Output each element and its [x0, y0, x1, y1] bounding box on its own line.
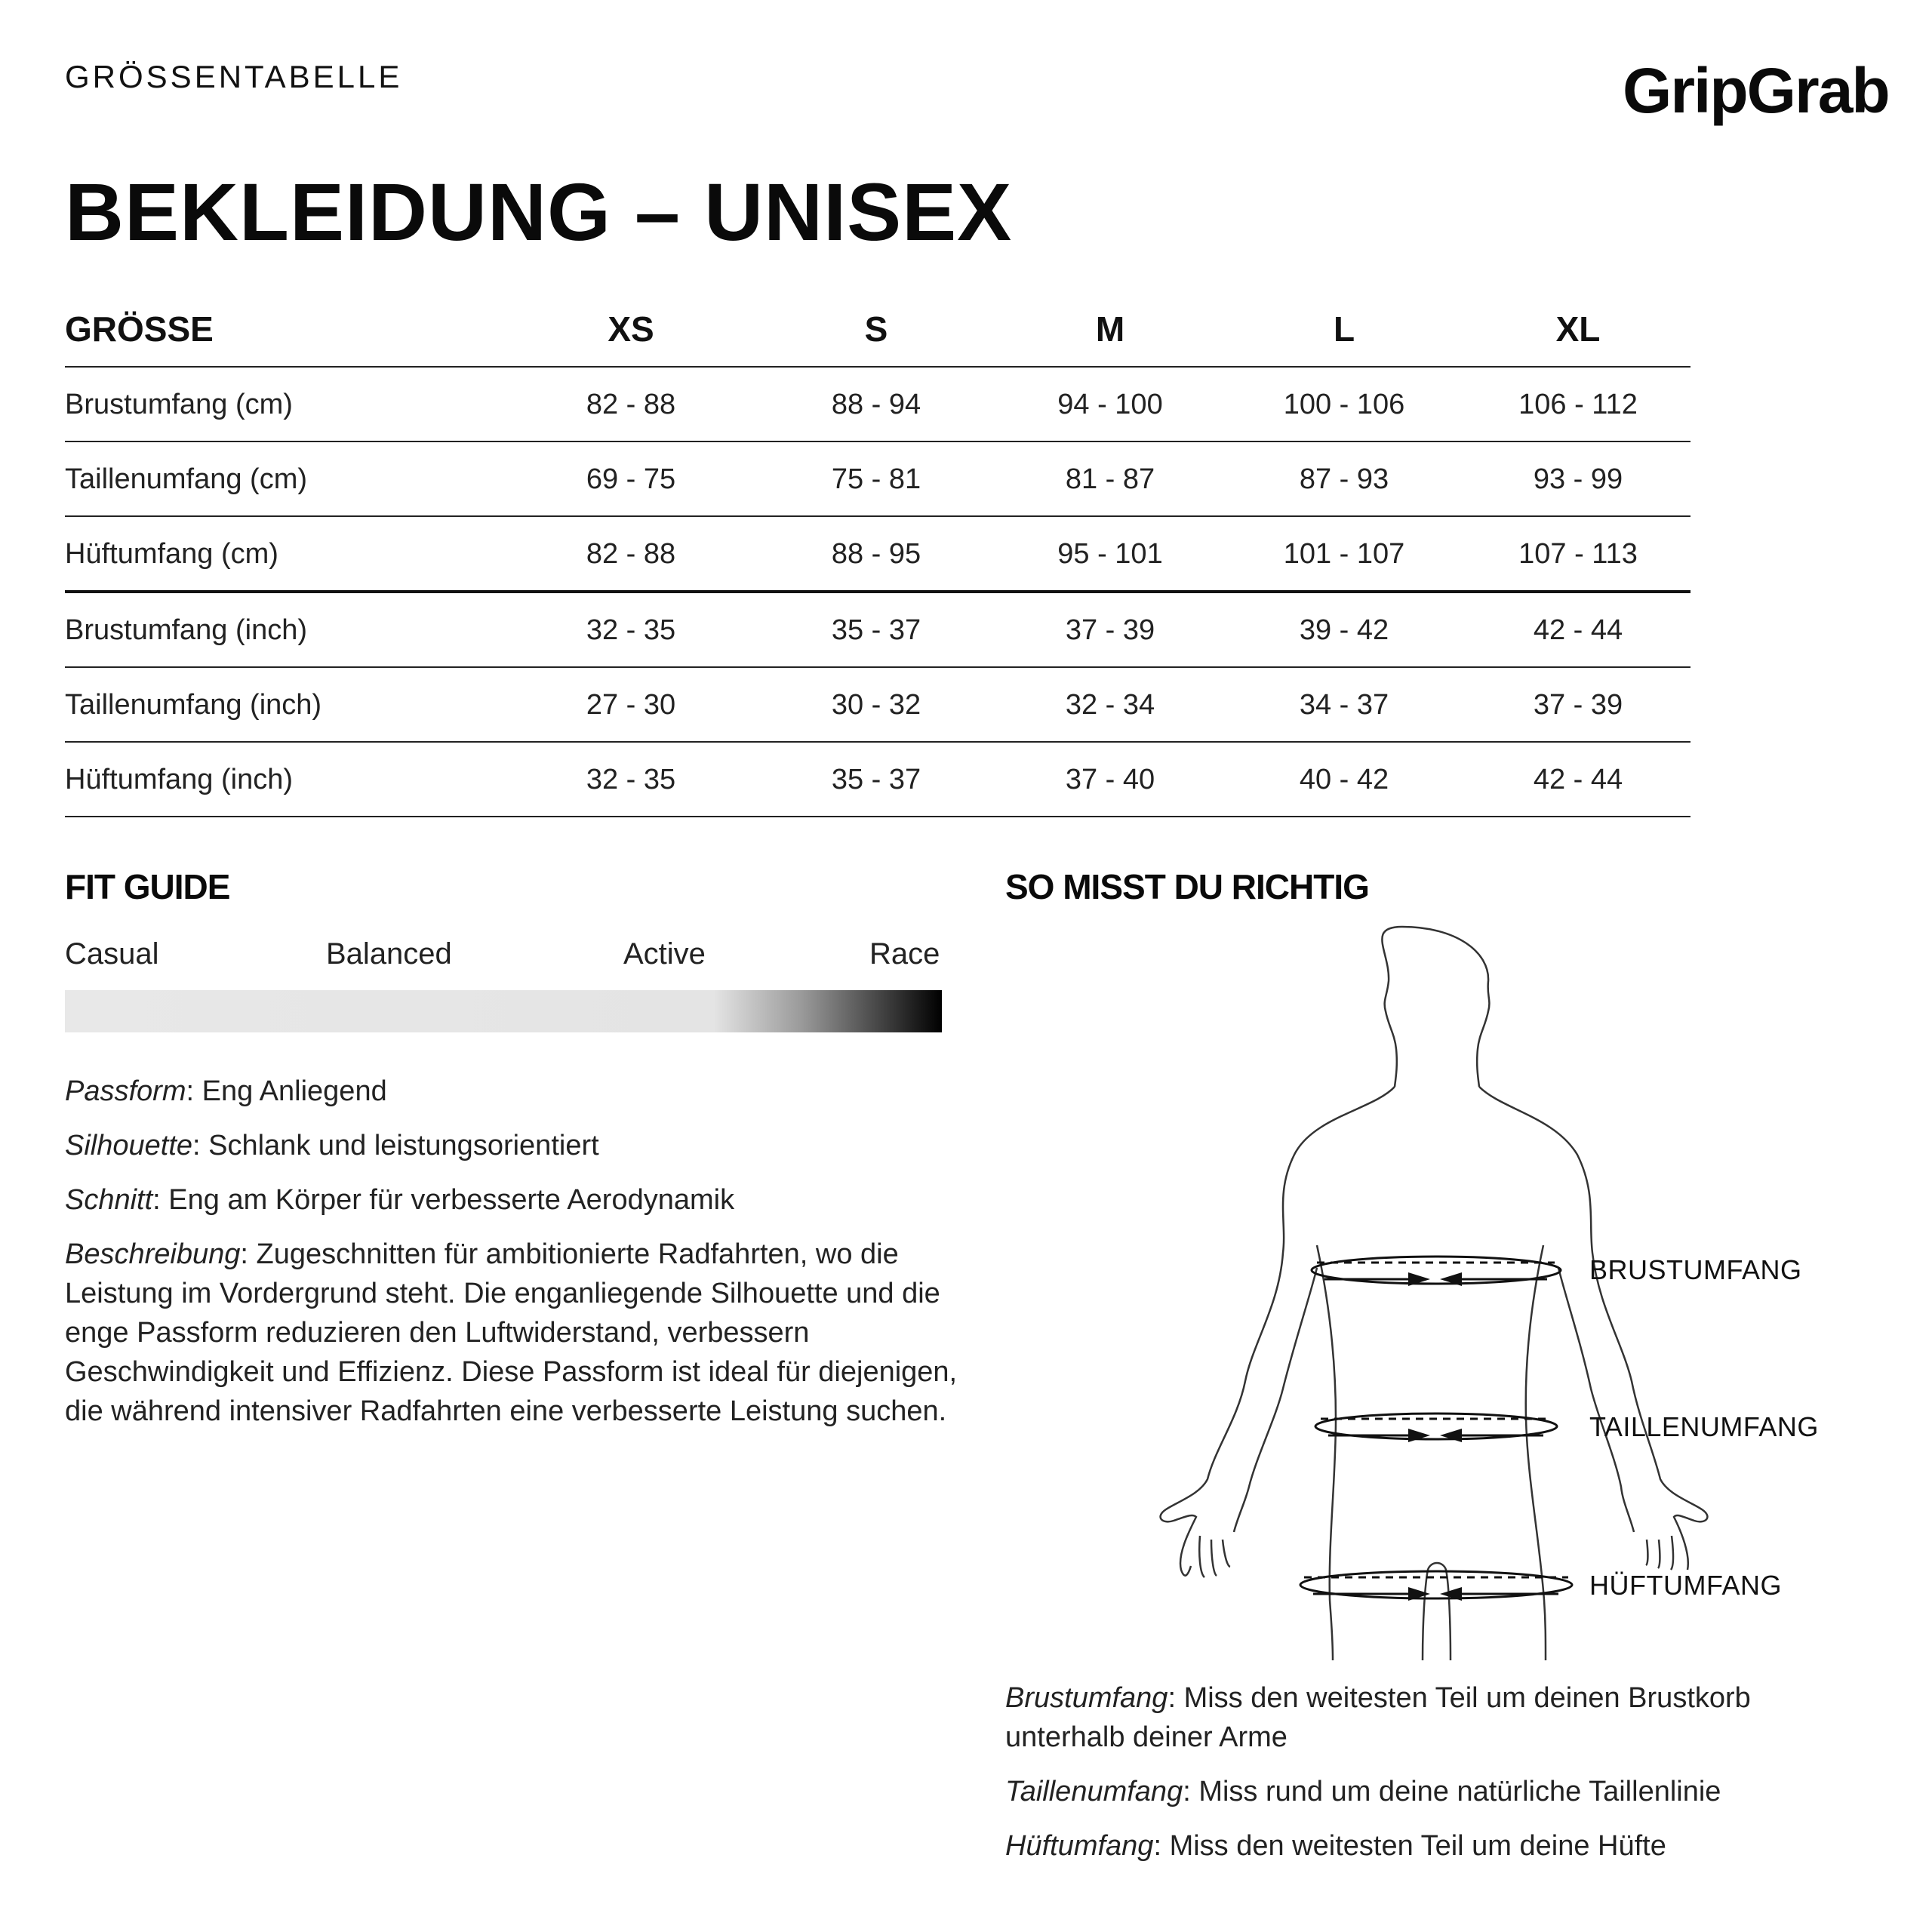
- table-cell: 32 - 35: [586, 614, 676, 646]
- waist-measure-loop: [1315, 1414, 1557, 1442]
- table-cell: 94 - 100: [1057, 389, 1163, 420]
- size-table: [65, 306, 1690, 817]
- table-cell: 37 - 40: [1065, 764, 1155, 795]
- table-header-row: [65, 306, 1690, 368]
- hip-note: [1005, 1826, 1873, 1866]
- fit-scale-label: Active: [623, 937, 706, 971]
- fit-schnitt-key: Schnitt: [65, 1184, 153, 1216]
- chest-label: BRUSTUMFANG: [1589, 1254, 1802, 1285]
- table-cell: 95 - 101: [1057, 538, 1163, 570]
- chest-note-value: : Miss den weitesten Teil um deinen Brustkorb unterhalb deiner Arme: [1005, 1682, 1751, 1753]
- row-label: Hüftumfang (cm): [65, 538, 278, 570]
- table-cell: 88 - 94: [831, 389, 921, 420]
- fit-schnitt: [65, 1180, 963, 1220]
- fit-passform-key: Passform: [65, 1075, 186, 1107]
- column-header: XS: [608, 309, 654, 349]
- table-row: [65, 368, 1690, 442]
- fit-beschreibung: [65, 1235, 963, 1431]
- hip-label: HÜFTUMFANG: [1589, 1570, 1782, 1601]
- table-cell: 32 - 34: [1065, 689, 1155, 721]
- column-header: S: [864, 309, 888, 349]
- table-cell: 93 - 99: [1533, 463, 1623, 495]
- fit-scale-label: Race: [869, 937, 940, 971]
- table-cell: 40 - 42: [1299, 764, 1389, 795]
- body-figure-illustration: [1132, 913, 1736, 1668]
- table-cell: 42 - 44: [1533, 764, 1623, 795]
- table-cell: 88 - 95: [831, 538, 921, 570]
- table-cell: 107 - 113: [1518, 538, 1638, 570]
- table-row: [65, 442, 1690, 517]
- table-cell: 87 - 93: [1299, 463, 1389, 495]
- brand-logo: GripGrab: [1623, 55, 1889, 126]
- fit-guide-heading: FIT GUIDE: [65, 867, 230, 906]
- row-label: Brustumfang (inch): [65, 614, 308, 646]
- table-cell: 101 - 107: [1283, 538, 1405, 570]
- hip-note-value: : Miss den weitesten Teil um deine Hüfte: [1153, 1830, 1666, 1862]
- fit-silhouette: [65, 1126, 963, 1165]
- table-row: [65, 517, 1690, 593]
- row-label: Hüftumfang (inch): [65, 764, 294, 795]
- row-label: Taillenumfang (inch): [65, 689, 322, 721]
- table-cell: 69 - 75: [586, 463, 676, 495]
- table-cell: 27 - 30: [586, 689, 676, 721]
- waist-note: [1005, 1772, 1873, 1811]
- table-cell: 75 - 81: [831, 463, 921, 495]
- fit-passform: [65, 1072, 963, 1111]
- table-cell: 39 - 42: [1299, 614, 1389, 646]
- column-header: L: [1333, 309, 1355, 349]
- column-header: M: [1095, 309, 1125, 349]
- fit-scale-label: Casual: [65, 937, 159, 971]
- measure-heading: SO MISST DU RICHTIG: [1005, 867, 1369, 906]
- fit-beschreibung-key: Beschreibung: [65, 1238, 241, 1270]
- fit-silhouette-value: : Schlank und leistungsorientiert: [192, 1130, 599, 1161]
- table-cell: 37 - 39: [1533, 689, 1623, 721]
- waist-label: TAILLENUMFANG: [1589, 1411, 1819, 1442]
- fit-beschreibung-value: : Zugeschnitten für ambitionierte Radfahrten, wo die Leistung im Vordergrund steht. Die enganliegende Silhouette und die enge Passform reduzieren den Luftwiderstand, verbessern Geschwindigkeit und Effizienz. Diese Passform ist ideal für diejenigen, die während intensiver Radfahrten eine verbesserte Leistung suchen.: [65, 1238, 958, 1427]
- page-title: BEKLEIDUNG – UNISEX: [65, 166, 1013, 257]
- table-cell: 42 - 44: [1533, 614, 1623, 646]
- page-eyebrow: GRÖSSENTABELLE: [65, 59, 403, 94]
- row-label: Brustumfang (cm): [65, 389, 293, 420]
- table-cell: 34 - 37: [1299, 689, 1389, 721]
- table-row: [65, 668, 1690, 743]
- table-cell: 81 - 87: [1065, 463, 1155, 495]
- table-row: [65, 593, 1690, 668]
- fit-scale-label: Balanced: [326, 937, 452, 971]
- fit-gradient-bar: [65, 990, 942, 1032]
- hip-measure-loop: [1300, 1571, 1572, 1601]
- table-cell: 30 - 32: [831, 689, 921, 721]
- table-cell: 32 - 35: [586, 764, 676, 795]
- row-label: Taillenumfang (cm): [65, 463, 307, 495]
- chest-measure-loop: [1312, 1257, 1561, 1286]
- waist-note-value: : Miss rund um deine natürliche Taillenlinie: [1183, 1776, 1721, 1807]
- fit-silhouette-key: Silhouette: [65, 1130, 193, 1161]
- table-row: [65, 743, 1690, 817]
- table-cell: 35 - 37: [831, 764, 921, 795]
- table-cell: 100 - 106: [1283, 389, 1405, 420]
- table-cell: 82 - 88: [586, 389, 676, 420]
- chest-note-key: Brustumfang: [1005, 1682, 1168, 1714]
- fit-schnitt-value: : Eng am Körper für verbesserte Aerodynamik: [152, 1184, 735, 1216]
- waist-note-key: Taillenumfang: [1005, 1776, 1183, 1807]
- hip-note-key: Hüftumfang: [1005, 1830, 1154, 1862]
- column-header: GRÖSSE: [65, 309, 214, 349]
- chest-note: [1005, 1678, 1873, 1757]
- table-cell: 106 - 112: [1518, 389, 1638, 420]
- table-cell: 37 - 39: [1065, 614, 1155, 646]
- table-cell: 35 - 37: [831, 614, 921, 646]
- fit-passform-value: : Eng Anliegend: [186, 1075, 387, 1107]
- column-header: XL: [1555, 309, 1601, 349]
- table-cell: 82 - 88: [586, 538, 676, 570]
